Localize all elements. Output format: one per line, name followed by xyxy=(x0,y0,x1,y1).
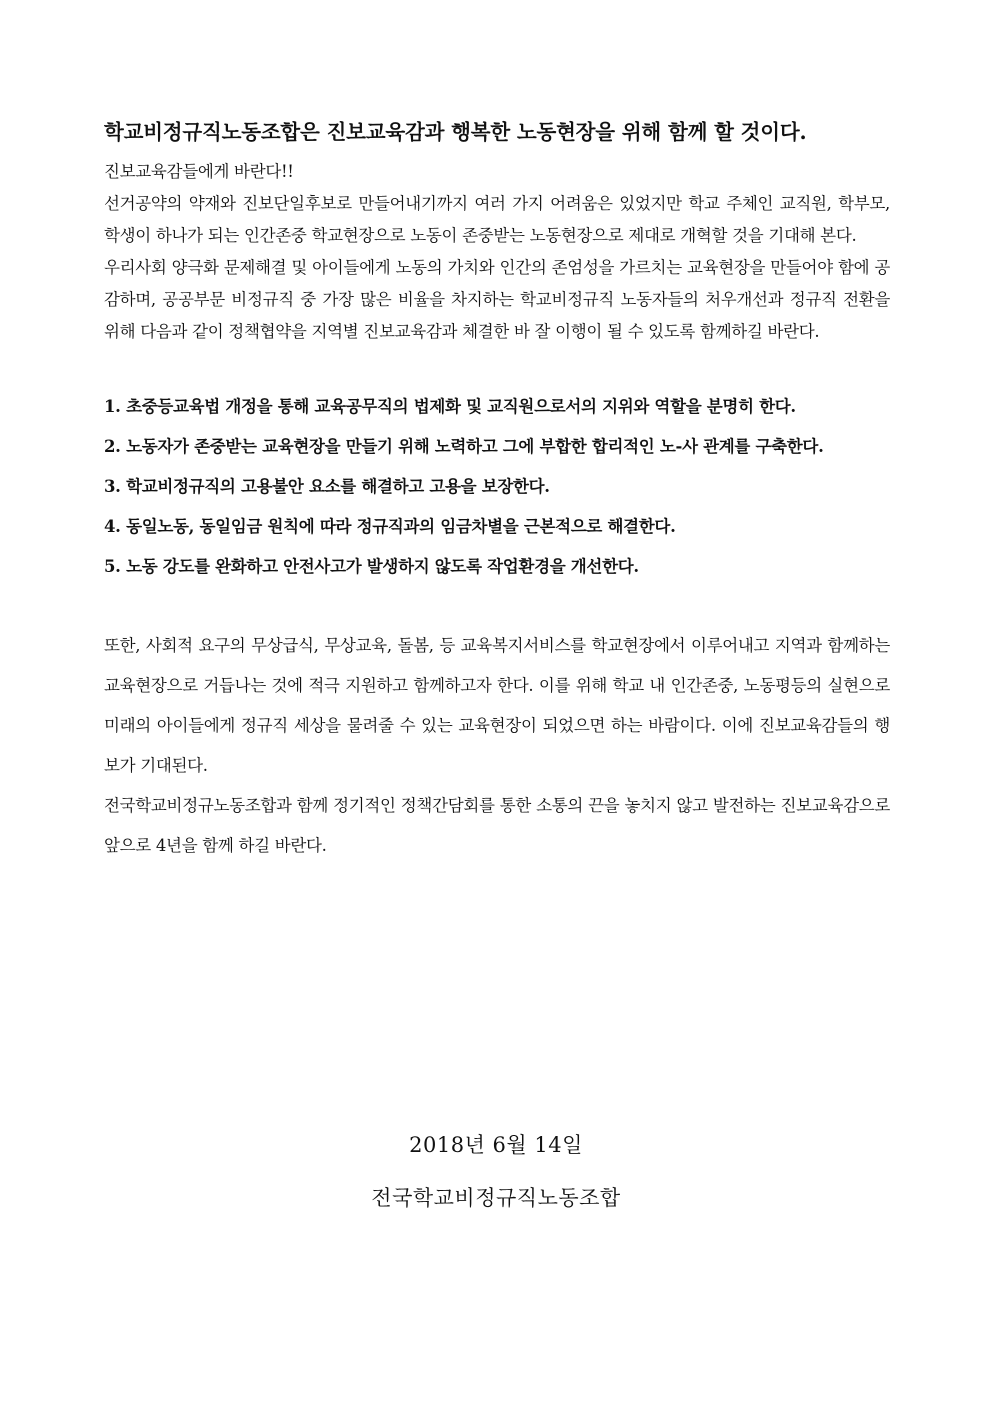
policy-list xyxy=(104,387,890,587)
paragraph-campaign-pledge: 선거공약의 약재와 진보단일후보로 만들어내기까지 여러 가지 어려움은 있었지만 학교 주체인 교직원, 학부모, 학생이 하나가 되는 인간존중 학교현장으로 노동이 존중받는 노동현장으로 제대로 개혁할 것을 기대해 본다. xyxy=(104,194,890,245)
paragraph-policy-agreement: 우리사회 양극화 문제해결 및 아이들에게 노동의 가치와 인간의 존엄성을 가르치는 교육현장을 만들어야 함에 공감하며, 공공부문 비정규직 중 가장 많은 비율을 차지하는 학교비정규직 노동자들의 처우개선과 정규직 전환을 위해 다음과 같이 정책협약을 지역별 진보교육감과 체결한 바 잘 이행이 될 수 있도록 함께하길 바란다. xyxy=(104,258,890,341)
policy-item: 3. 학교비정규직의 고용불안 요소를 해결하고 고용을 보장한다. xyxy=(104,477,550,496)
document-body xyxy=(104,112,890,866)
policy-item: 4. 동일노동, 동일임금 원칙에 따라 정규직과의 임금차별을 근본적으로 해결한다. xyxy=(104,517,676,536)
intro-line: 진보교육감들에게 바란다!! xyxy=(104,162,294,181)
spacer xyxy=(104,348,890,387)
paragraph-closing-wish: 전국학교비정규노동조합과 함께 정기적인 정책간담회를 통한 소통의 끈을 놓치지 않고 발전하는 진보교육감으로 앞으로 4년을 함께 하길 바란다. xyxy=(104,796,890,855)
document-title: 학교비정규직노동조합은 진보교육감과 행복한 노동현장을 위해 함께 할 것이다. xyxy=(104,120,807,144)
signing-organization: 전국학교비정규직노동조합 xyxy=(371,1186,621,1210)
policy-item: 1. 초중등교육법 개정을 통해 교육공무직의 법제화 및 교직원으로서의 지위와 역할을 분명히 한다. xyxy=(104,397,796,416)
spacer xyxy=(104,587,890,626)
paragraph-welfare-services: 또한, 사회적 요구의 무상급식, 무상교육, 돌봄, 등 교육복지서비스를 학교현장에서 이루어내고 지역과 함께하는 교육현장으로 거듭나는 것에 적극 지원하고 함께하고자 한다. 이를 위해 학교 내 인간존중, 노동평등의 실현으로 미래의 아이들에게 정규직 세상을 물려줄 수 있는 교육현장이 되었으면 하는 바람이다. 이에 진보교육감들의 행보가 기대된다. xyxy=(104,636,890,775)
policy-item: 5. 노동 강도를 완화하고 안전사고가 발생하지 않도록 작업환경을 개선한다. xyxy=(104,557,639,576)
document-date: 2018년 6월 14일 xyxy=(409,1133,583,1157)
policy-item: 2. 노동자가 존중받는 교육현장을 만들기 위해 노력하고 그에 부합한 합리적인 노-사 관계를 구축한다. xyxy=(104,437,824,456)
